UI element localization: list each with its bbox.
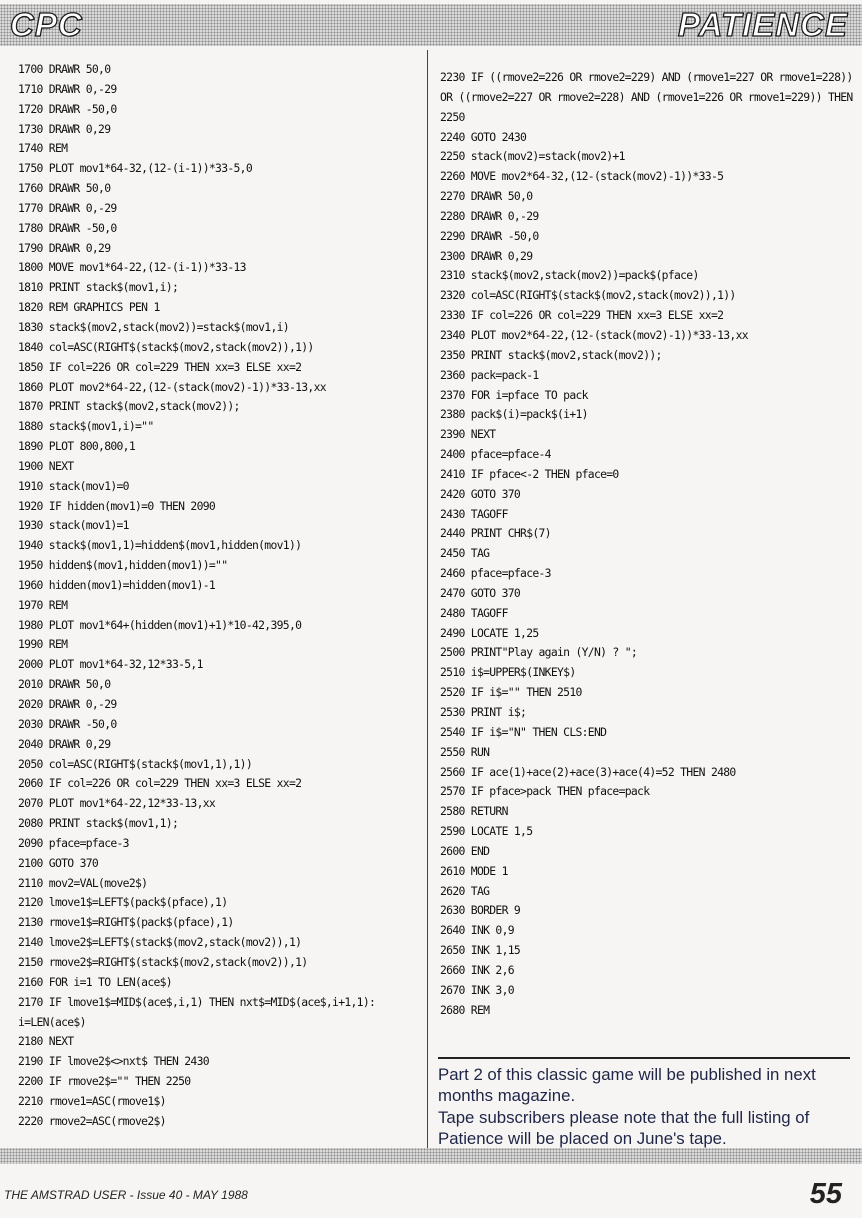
code-line: 2650 INK 1,15 [440, 943, 521, 958]
code-line: 2040 DRAWR 0,29 [18, 736, 111, 751]
code-line: 1770 DRAWR 0,-29 [18, 200, 117, 215]
code-line: 1890 PLOT 800,800,1 [18, 439, 135, 454]
code-line: 2640 INK 0,9 [440, 923, 514, 938]
section-label: CPC [10, 6, 83, 43]
footer-band [0, 1148, 862, 1164]
code-line: 2680 REM [440, 1002, 490, 1017]
code-line: 2510 i$=UPPER$(INKEY$) [440, 665, 576, 680]
code-line: 2180 NEXT [18, 1034, 74, 1049]
code-line: 1850 IF col=226 OR col=229 THEN xx=3 ELSE xx=2 [18, 359, 302, 374]
code-line: 2260 MOVE mov2*64-32,(12-(stack(mov2)-1))*33-5 [440, 169, 724, 184]
issue-info: THE AMSTRAD USER - Issue 40 - MAY 1988 [4, 1188, 248, 1202]
code-line: 2230 IF ((rmove2=226 OR rmove2=229) AND (rmove1=227 OR rmove1=228)) OR ((rmove2=227 OR rmove2=228) AND (rmove1=226 OR rmove1=229)) THEN 2250 [440, 70, 859, 124]
code-line: 1830 stack$(mov2,stack(mov2))=stack$(mov1,i) [18, 319, 289, 334]
code-line: 1870 PRINT stack$(mov2,stack(mov2)); [18, 399, 240, 414]
code-line: 2240 GOTO 2430 [440, 129, 527, 144]
code-line: 2250 stack(mov2)=stack(mov2)+1 [440, 149, 625, 164]
page-number: 55 [809, 1178, 842, 1210]
code-line: 2410 IF pface<-2 THEN pface=0 [440, 466, 619, 481]
code-line: 2660 INK 2,6 [440, 962, 514, 977]
code-line: 2150 rmove2$=RIGHT$(stack$(mov2,stack(mov2)),1) [18, 954, 308, 969]
code-line: 1880 stack$(mov1,i)="" [18, 419, 154, 434]
code-line: 2370 FOR i=pface TO pack [440, 387, 588, 402]
code-line: 2540 IF i$="N" THEN CLS:END [440, 724, 607, 739]
code-line: 2590 LOCATE 1,5 [440, 824, 533, 839]
code-line: 2530 PRINT i$; [440, 705, 527, 719]
code-line: 2490 LOCATE 1,25 [440, 625, 539, 640]
code-line: 2100 GOTO 370 [18, 855, 99, 870]
code-line: 1730 DRAWR 0,29 [18, 121, 111, 136]
code-line: 2090 pface=pface-3 [18, 835, 129, 850]
code-line: 2210 rmove1=ASC(rmove1$) [18, 1093, 166, 1108]
code-line: 1760 DRAWR 50,0 [18, 181, 111, 196]
code-line: 2350 PRINT stack$(mov2,stack(mov2)); [440, 347, 662, 362]
code-line: 1910 stack(mov1)=0 [18, 478, 129, 493]
code-line: 2550 RUN [440, 744, 490, 759]
code-line: 2400 pface=pface-4 [440, 447, 551, 462]
code-line: 1980 PLOT mov1*64+(hidden(mov1)+1)*10-42,395,0 [18, 617, 302, 632]
code-line: 1780 DRAWR -50,0 [18, 220, 117, 235]
code-line: 2460 pface=pface-3 [440, 566, 551, 581]
code-line: i=LEN(ace$) [18, 1014, 86, 1029]
code-line: 2290 DRAWR -50,0 [440, 228, 539, 243]
code-line: 2320 col=ASC(RIGHT$(stack$(mov2,stack(mov2)),1)) [440, 288, 736, 303]
code-line: 2060 IF col=226 OR col=229 THEN xx=3 ELSE xx=2 [18, 776, 302, 791]
code-line: 2560 IF ace(1)+ace(2)+ace(3)+ace(4)=52 THEN 2480 [440, 764, 736, 779]
code-line: 1860 PLOT mov2*64-22,(12-(stack(mov2)-1))*33-13,xx [18, 379, 326, 394]
code-line: 2360 pack=pack-1 [440, 367, 539, 382]
code-listing-left [18, 60, 422, 1132]
code-listing-right [440, 68, 858, 1021]
code-line: 1840 col=ASC(RIGHT$(stack$(mov2,stack(mov2)),1)) [18, 339, 314, 354]
code-line: 2010 DRAWR 50,0 [18, 677, 111, 692]
code-line: 1960 hidden(mov1)=hidden(mov1)-1 [18, 577, 216, 592]
code-line: 2450 TAG [440, 546, 490, 561]
code-line: 2170 IF lmove1$=MID$(ace$,i,1) THEN nxt$=MID$(ace$,i+1,1): [18, 994, 376, 1009]
code-line: 2630 BORDER 9 [440, 903, 521, 918]
article-title: PATIENCE [678, 6, 848, 43]
code-line: 2420 GOTO 370 [440, 486, 521, 501]
code-line: 2440 PRINT CHR$(7) [440, 526, 551, 541]
code-line: 1930 stack(mov1)=1 [18, 518, 129, 533]
code-line: 2330 IF col=226 OR col=229 THEN xx=3 ELSE xx=2 [440, 308, 724, 323]
note-part-two: Part 2 of this classic game will be published in next months magazine. [438, 1065, 816, 1106]
code-line: 2130 rmove1$=RIGHT$(pack$(pface),1) [18, 915, 234, 930]
code-line: 2050 col=ASC(RIGHT$(stack$(mov1,1),1)) [18, 756, 252, 771]
code-line: 1740 REM [18, 141, 68, 156]
code-line: 2500 PRINT"Play again (Y/N) ? "; [440, 645, 638, 660]
code-line: 1970 REM [18, 597, 68, 612]
code-line: 1920 IF hidden(mov1)=0 THEN 2090 [18, 498, 216, 513]
note-tape-subscribers: Tape subscribers please note that the full listing of Patience will be placed on June's tape. [438, 1107, 810, 1149]
code-line: 2000 PLOT mov1*64-32,12*33-5,1 [18, 657, 203, 672]
code-line: 1720 DRAWR -50,0 [18, 101, 117, 116]
code-line: 2030 DRAWR -50,0 [18, 716, 117, 731]
code-line: 1790 DRAWR 0,29 [18, 240, 111, 255]
code-line: 2620 TAG [440, 883, 490, 898]
code-line: 2600 END [440, 843, 490, 858]
code-line: 2270 DRAWR 50,0 [440, 189, 533, 204]
code-line: 2430 TAGOFF [440, 506, 508, 521]
code-line: 2140 lmove2$=LEFT$(stack$(mov2,stack(mov2)),1) [18, 935, 302, 950]
code-line: 2020 DRAWR 0,-29 [18, 697, 117, 711]
code-line: 2120 lmove1$=LEFT$(pack$(pface),1) [18, 895, 228, 910]
code-line: 2310 stack$(mov2,stack(mov2))=pack$(pface) [440, 268, 699, 283]
code-line: 2670 INK 3,0 [440, 982, 514, 997]
code-line: 1750 PLOT mov1*64-32,(12-(i-1))*33-5,0 [18, 161, 252, 176]
column-divider [427, 50, 428, 1148]
code-line: 1990 REM [18, 637, 68, 652]
code-line: 2300 DRAWR 0,29 [440, 248, 533, 263]
code-line: 2580 RETURN [440, 804, 508, 819]
continuation-note [438, 1064, 858, 1150]
code-line: 1800 MOVE mov1*64-22,(12-(i-1))*33-13 [18, 260, 246, 275]
code-line: 2390 NEXT [440, 427, 496, 442]
code-line: 2380 pack$(i)=pack$(i+1) [440, 407, 588, 422]
code-line: 1710 DRAWR 0,-29 [18, 81, 117, 96]
code-line: 2280 DRAWR 0,-29 [440, 208, 539, 223]
code-line: 1950 hidden$(mov1,hidden(mov1))="" [18, 558, 228, 573]
code-line: 2340 PLOT mov2*64-22,(12-(stack(mov2)-1))*33-13,xx [440, 327, 748, 342]
code-line: 1810 PRINT stack$(mov1,i); [18, 280, 179, 295]
code-line: 2200 IF rmove2$="" THEN 2250 [18, 1074, 191, 1089]
code-line: 2520 IF i$="" THEN 2510 [440, 685, 582, 700]
code-line: 2070 PLOT mov1*64-22,12*33-13,xx [18, 796, 216, 811]
note-divider [438, 1057, 850, 1059]
code-line: 2470 GOTO 370 [440, 585, 521, 600]
code-line: 2110 mov2=VAL(move2$) [18, 875, 148, 890]
code-line: 2160 FOR i=1 TO LEN(ace$) [18, 974, 172, 989]
code-line: 2080 PRINT stack$(mov1,1); [18, 816, 179, 831]
code-line: 2480 TAGOFF [440, 605, 508, 620]
code-line: 2190 IF lmove2$<>nxt$ THEN 2430 [18, 1054, 209, 1069]
code-line: 1700 DRAWR 50,0 [18, 62, 111, 76]
code-line: 2610 MODE 1 [440, 863, 508, 878]
code-line: 1940 stack$(mov1,1)=hidden$(mov1,hidden(mov1)) [18, 538, 302, 553]
code-line: 2220 rmove2=ASC(rmove2$) [18, 1113, 166, 1128]
code-line: 1820 REM GRAPHICS PEN 1 [18, 300, 160, 315]
code-line: 2570 IF pface>pack THEN pface=pack [440, 784, 650, 799]
code-line: 1900 NEXT [18, 458, 74, 473]
